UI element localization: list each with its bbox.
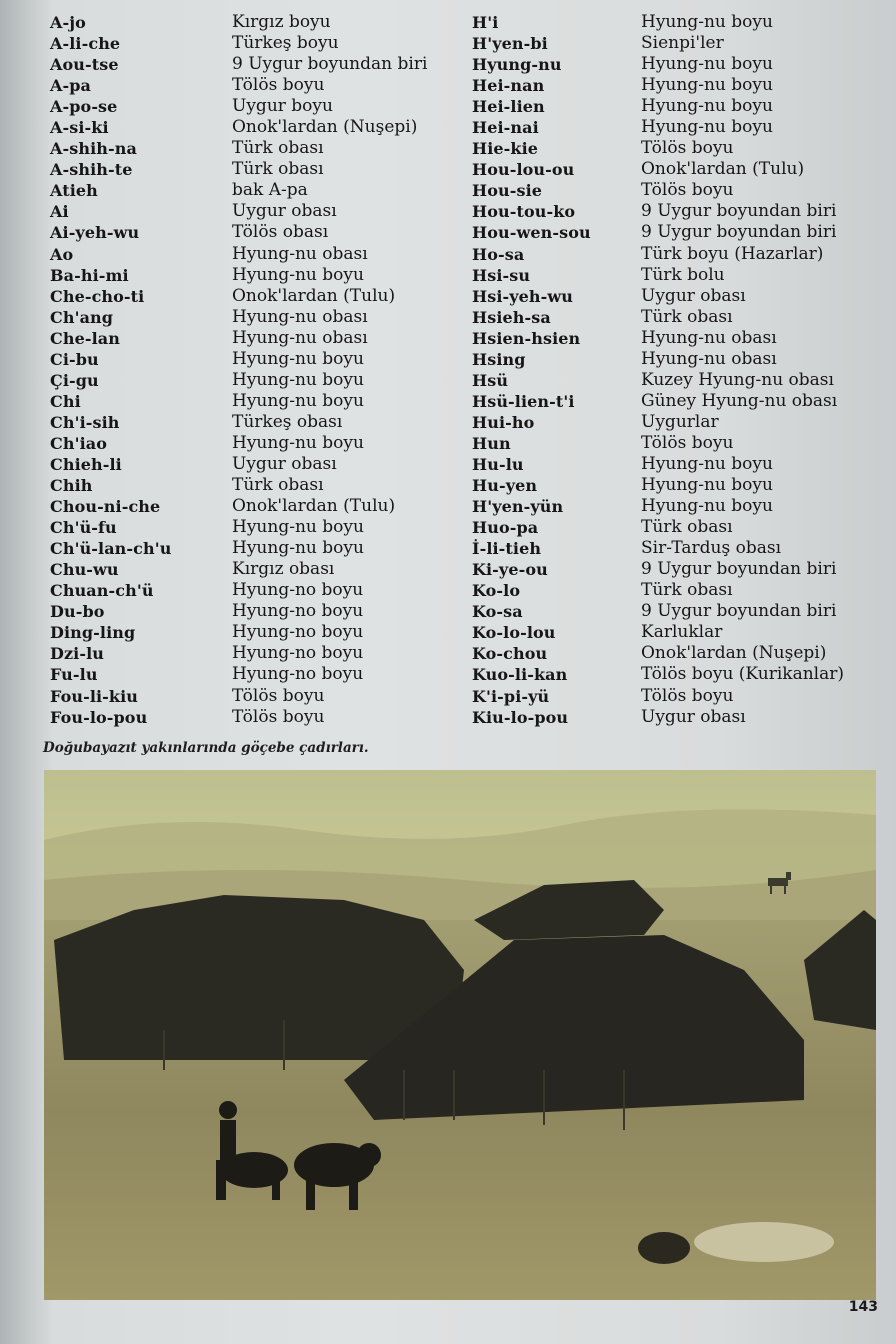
glossary-definition: Hyung-nu obası [232,306,368,327]
glossary-term: Kiu-lo-pou [472,707,569,727]
glossary-term: Hei-lien [472,97,545,117]
tribe-glossary [40,12,880,727]
glossary-term: Ho-sa [472,244,525,264]
glossary-term: Du-bo [50,602,105,622]
glossary-definition: Uygur obası [641,706,746,727]
glossary-term: A-pa [50,76,92,96]
glossary-definition: Türk obası [232,138,324,159]
glossary-definition: Hyung-nu boyu [641,96,773,117]
glossary-definition: Uygur boyu [232,96,333,117]
glossary-term: Ko-chou [472,644,548,664]
glossary-definition: Uygurlar [641,411,719,432]
glossary-term: Che-lan [50,328,120,348]
glossary-term: Atieh [50,181,98,201]
glossary-term: Ki-ye-ou [472,560,548,580]
glossary-definition: Türk obası [232,159,324,180]
nomad-tents-photo [44,770,876,1300]
glossary-term: H'yen-bi [472,34,548,54]
glossary-definition: Türkeş boyu [232,33,339,54]
glossary-term: A-shih-na [50,139,137,159]
glossary-term: K'i-pi-yü [472,686,550,706]
glossary-term: Hsieh-sa [472,307,551,327]
glossary-term: Ko-lo [472,581,521,601]
glossary-definition: Kuzey Hyung-nu obası [641,369,834,390]
glossary-definition: Hyung-no boyu [232,643,364,664]
glossary-definition: Güney Hyung-nu obası [641,390,838,411]
glossary-definition: Türk boyu (Hazarlar) [641,243,824,264]
glossary-definition: Hyung-nu boyu [641,54,773,75]
glossary-term: Che-cho-ti [50,286,145,306]
glossary-term: Chih [50,476,93,496]
glossary-definition: Sienpi'ler [641,33,724,54]
glossary-term: Hun [472,433,511,453]
glossary-term: Hou-sie [472,181,543,201]
glossary-term: A-si-ki [50,118,109,138]
glossary-term: Çi-gu [50,370,99,390]
glossary-definition: Sir-Tarduş obası [641,538,782,559]
glossary-definition: Tölös obası [232,222,329,243]
glossary-term: Hou-tou-ko [472,202,576,222]
glossary-definition: Onok'lardan (Tulu) [232,285,396,306]
glossary-definition: Tölös boyu [232,706,325,727]
glossary-term: Ch'iao [50,433,107,453]
glossary-term: Hie-kie [472,139,539,159]
glossary-definition: Tölös boyu [641,432,734,453]
glossary-definition: Tölös boyu [232,685,325,706]
glossary-term: Hsing [472,349,526,369]
glossary-term: Chuan-ch'ü [50,581,154,601]
glossary-definition: Hyung-no boyu [232,580,364,601]
glossary-term: Aou-tse [50,55,119,75]
glossary-definition: 9 Uygur boyundan biri [641,559,837,580]
glossary-definition: Türkeş obası [232,411,343,432]
glossary-term: Hei-nai [472,118,539,138]
glossary-term: Ch'i-sih [50,412,120,432]
glossary-definition: Türk obası [641,517,733,538]
glossary-definition: Hyung-no boyu [232,622,364,643]
glossary-term: Fu-lu [50,665,98,685]
glossary-term: Hsi-su [472,265,531,285]
glossary-term: Ding-ling [50,623,136,643]
glossary-term: H'i [472,13,499,32]
glossary-definition: Hyung-no boyu [232,601,364,622]
glossary-term: Ch'ü-fu [50,518,117,538]
glossary-term: Hsü [472,370,509,390]
glossary-definition: Hyung-nu obası [641,348,777,369]
glossary-definitions-right-column [641,12,844,728]
glossary-definition: 9 Uygur boyundan biri [232,54,428,75]
glossary-term: Hsü-lien-t'i [472,391,575,411]
glossary-definition: Tölös boyu [641,138,734,159]
glossary-definition: Hyung-nu boyu [641,496,773,517]
glossary-definition: bak A-pa [232,180,308,201]
glossary-definition: Uygur obası [641,285,746,306]
glossary-definition: Hyung-nu boyu [641,75,773,96]
glossary-term: Hu-lu [472,454,524,474]
glossary-term: Huo-pa [472,518,539,538]
glossary-definition: Kırgız boyu [232,12,331,32]
glossary-term: İ-li-tieh [472,539,542,559]
glossary-definition: Hyung-nu obası [232,327,368,348]
glossary-definition: Uygur obası [232,453,337,474]
glossary-term: Ch'ü-lan-ch'u [50,539,172,559]
photo-caption: Doğubayazıt yakınlarında göçebe çadırları. [43,740,369,756]
glossary-definition: 9 Uygur boyundan biri [641,222,837,243]
glossary-definition: Tölös boyu (Kurikanlar) [641,664,844,685]
glossary-term: Hou-lou-ou [472,160,575,180]
glossary-definition: Hyung-nu obası [232,243,368,264]
glossary-term: Ko-lo-lou [472,623,556,643]
glossary-definition: Kırgız obası [232,559,335,580]
glossary-definition: 9 Uygur boyundan biri [641,201,837,222]
glossary-term: Kuo-li-kan [472,665,568,685]
glossary-term: H'yen-yün [472,497,564,517]
page-number: 143 [848,1299,878,1315]
glossary-term: Hsien-hsien [472,328,581,348]
glossary-definition: Hyung-nu boyu [641,475,773,496]
glossary-definition: Hyung-nu obası [641,327,777,348]
glossary-term: Chi [50,391,81,411]
glossary-definition: Karluklar [641,622,723,643]
glossary-definition: Uygur obası [232,201,337,222]
glossary-terms-left-column [50,12,171,728]
glossary-definition: Hyung-nu boyu [232,390,364,411]
glossary-definition: Onok'lardan (Tulu) [232,496,396,517]
glossary-definition: Onok'lardan (Nuşepi) [641,643,827,664]
glossary-definition: Türk obası [641,580,733,601]
glossary-term: Ao [50,244,74,264]
nomad-tents-illustration [44,770,876,1300]
glossary-term: Hsi-yeh-wu [472,286,573,306]
glossary-term: Ko-sa [472,602,523,622]
glossary-term: Fou-lo-pou [50,707,148,727]
glossary-term: Ai [50,202,69,222]
glossary-term: Hui-ho [472,412,535,432]
glossary-term: Hou-wen-sou [472,223,591,243]
glossary-definition: Onok'lardan (Tulu) [641,159,805,180]
glossary-term: A-shih-te [50,160,133,180]
glossary-definition: Hyung-no boyu [232,664,364,685]
glossary-terms-right-column [472,12,591,728]
glossary-term: Ch'ang [50,307,114,327]
glossary-term: Dzi-lu [50,644,104,664]
glossary-definition: Türk bolu [641,264,725,285]
glossary-term: Hyung-nu [472,55,562,75]
glossary-definition: Hyung-nu boyu [232,264,364,285]
glossary-term: Hei-nan [472,76,545,96]
glossary-definitions-left-column [232,12,427,728]
glossary-definition: Tölös boyu [641,180,734,201]
glossary-term: Chou-ni-che [50,497,161,517]
glossary-definition: Hyung-nu boyu [232,369,364,390]
glossary-term: Fou-li-kiu [50,686,139,706]
glossary-definition: Hyung-nu boyu [232,517,364,538]
glossary-term: Chu-wu [50,560,119,580]
glossary-term: A-jo [50,13,86,32]
glossary-definition: Tölös boyu [641,685,734,706]
glossary-definition: Hyung-nu boyu [641,12,773,32]
glossary-term: A-po-se [50,97,118,117]
glossary-definition: Hyung-nu boyu [641,117,773,138]
glossary-definition: 9 Uygur boyundan biri [641,601,837,622]
glossary-definition: Onok'lardan (Nuşepi) [232,117,418,138]
glossary-definition: Hyung-nu boyu [232,432,364,453]
glossary-term: Ai-yeh-wu [50,223,140,243]
glossary-term: Ci-bu [50,349,99,369]
glossary-definition: Hyung-nu boyu [232,348,364,369]
glossary-definition: Tölös boyu [232,75,325,96]
glossary-definition: Türk obası [232,475,324,496]
glossary-term: A-li-che [50,34,121,54]
glossary-definition: Hyung-nu boyu [232,538,364,559]
glossary-definition: Hyung-nu boyu [641,453,773,474]
glossary-definition: Türk obası [641,306,733,327]
glossary-term: Chieh-li [50,454,122,474]
glossary-term: Ba-hi-mi [50,265,129,285]
glossary-term: Hu-yen [472,476,538,496]
